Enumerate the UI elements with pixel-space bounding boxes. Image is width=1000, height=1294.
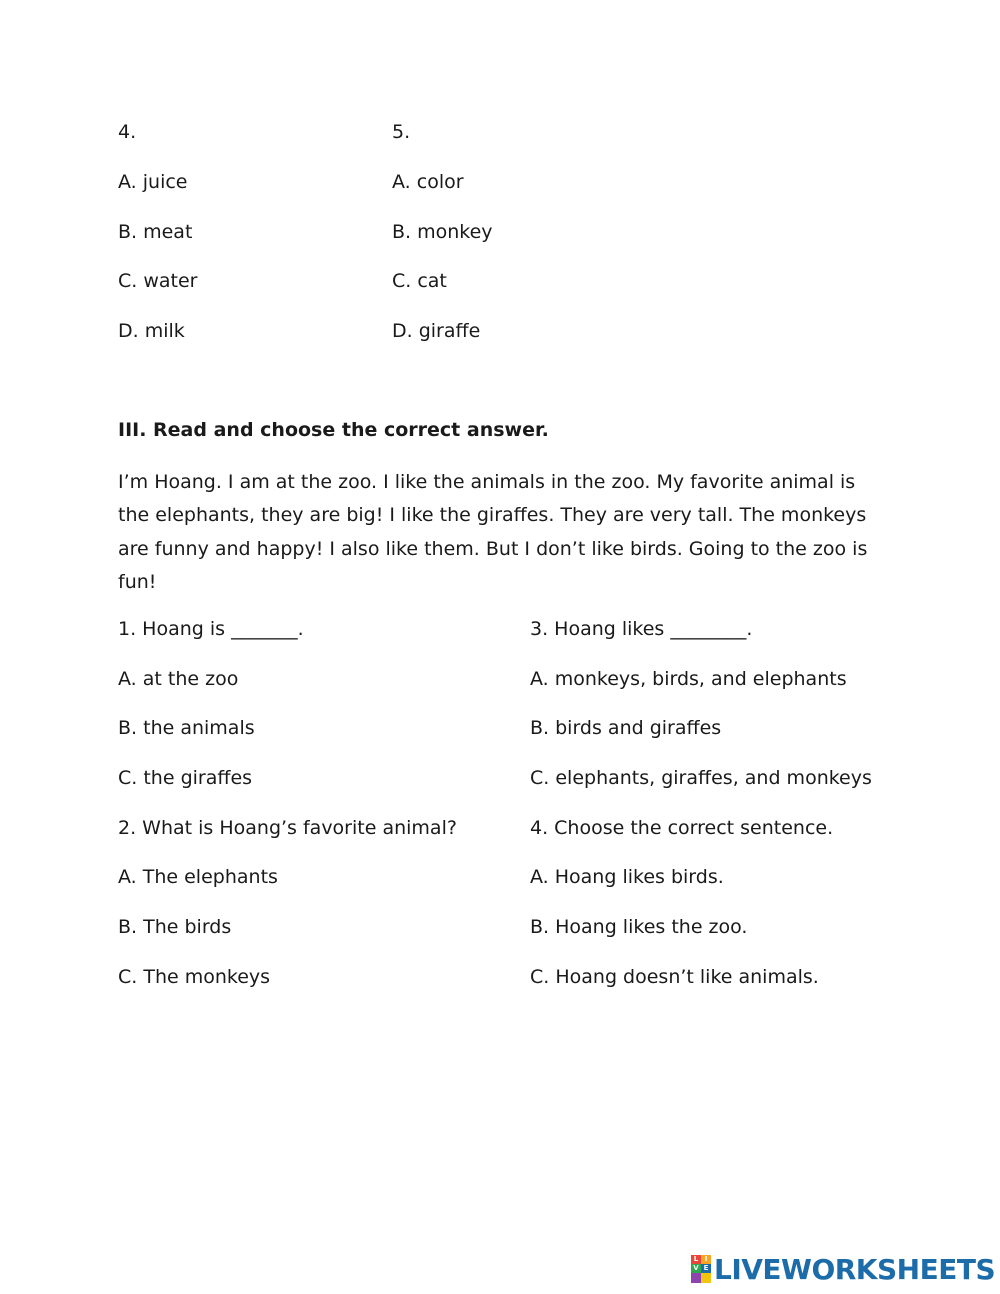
logo-mark-cell: I xyxy=(701,1255,711,1264)
reading-question-3-option-c: C. elephants, giraffes, and monkeys xyxy=(530,767,872,789)
question-4-option-d: D. milk xyxy=(118,320,185,342)
question-4-option-a: A. juice xyxy=(118,171,188,193)
reading-passage: I’m Hoang. I am at the zoo. I like the animals in the zoo. My favorite animal is the elephants, they are big! I like the giraffes. They are very tall. The monkeys are funny and happy! I also like them. But I don’t like birds. Going to the zoo is fun! xyxy=(118,471,868,593)
reading-question-4-option-b: B. Hoang likes the zoo. xyxy=(530,916,748,938)
question-5-option-a: A. color xyxy=(392,171,464,193)
reading-question-3-option-a: A. monkeys, birds, and elephants xyxy=(530,668,847,690)
reading-question-3-option-b: B. birds and giraffes xyxy=(530,717,722,739)
question-4-option-b: B. meat xyxy=(118,221,193,243)
reading-question-4-option-a: A. Hoang likes birds. xyxy=(530,866,724,888)
reading-question-1-option-a: A. at the zoo xyxy=(118,668,239,690)
question-5-option-c: C. cat xyxy=(392,270,447,292)
question-5-number: 5. xyxy=(392,121,411,143)
reading-question-1-option-c: C. the giraffes xyxy=(118,767,253,789)
reading-question-2-option-a: A. The elephants xyxy=(118,866,278,888)
logo-mark-cell xyxy=(701,1273,711,1283)
question-4-number: 4. xyxy=(118,121,137,143)
reading-question-2-option-b: B. The birds xyxy=(118,916,232,938)
question-5-option-b: B. monkey xyxy=(392,221,493,243)
reading-question-3-prompt: 3. Hoang likes ________. xyxy=(530,618,753,640)
logo-mark-cell: E xyxy=(701,1264,711,1273)
logo-wordmark: LIVEWORKSHEETS xyxy=(714,1252,996,1286)
logo-mark-cell: V xyxy=(691,1264,701,1273)
reading-question-2-option-c: C. The monkeys xyxy=(118,966,271,988)
reading-question-1-prompt: 1. Hoang is _______. xyxy=(118,618,304,640)
section-3-heading: III. Read and choose the correct answer. xyxy=(118,419,549,441)
logo-mark-cell: L xyxy=(691,1255,701,1264)
reading-question-2-prompt: 2. What is Hoang’s favorite animal? xyxy=(118,817,457,839)
question-4-option-c: C. water xyxy=(118,270,198,292)
reading-question-4-prompt: 4. Choose the correct sentence. xyxy=(530,817,834,839)
liveworksheets-logo xyxy=(691,1252,995,1286)
logo-mark-cell xyxy=(691,1273,701,1283)
reading-question-4-option-c: C. Hoang doesn’t like animals. xyxy=(530,966,819,988)
logo-mark-icon xyxy=(691,1255,711,1283)
question-5-option-d: D. giraffe xyxy=(392,320,481,342)
reading-question-1-option-b: B. the animals xyxy=(118,717,255,739)
